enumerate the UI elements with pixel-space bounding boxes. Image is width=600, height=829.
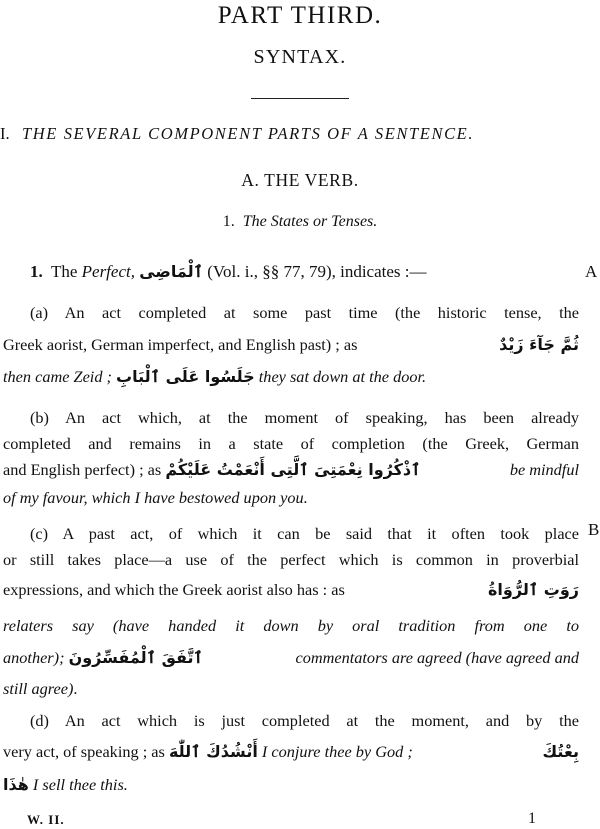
para-a-line-1: (a) An act completed at some past time (the historic tense, the xyxy=(30,303,579,322)
paragraph-text: The xyxy=(50,262,78,281)
section-roman-numeral: I. xyxy=(0,124,10,143)
signature-mark: W. II. xyxy=(27,812,65,827)
text: Greek aorist, German imperfect, and English past) ; as xyxy=(3,335,358,354)
arabic-example: ٱتَّفَقَ ٱلْمُفَسِّرُونَ xyxy=(68,648,203,667)
arabic-example: ٱذْكُرُوا نِعْمَتِىَ ٱلَّتِى أَنْعَمْتُ عَلَيْكُمْ xyxy=(165,460,421,479)
para-d-line-2 xyxy=(3,742,579,762)
arabic-example: جَلَسُوا عَلَى ٱلْبَابِ xyxy=(116,367,255,386)
para-c-line-1: (c) A past act, of which it can be said that it often took place xyxy=(30,524,579,543)
translation: be mindful xyxy=(509,460,579,479)
syntax-title: SYNTAX. xyxy=(253,46,347,68)
section-heading xyxy=(0,124,600,144)
para-c-line-2: or still takes place—a use of the perfect which is common in proverbial xyxy=(3,550,579,569)
arabic-example: هٰذَا xyxy=(3,775,29,794)
subsection-heading xyxy=(0,213,600,231)
translation: another); xyxy=(3,648,65,667)
para-a-line-3 xyxy=(3,367,579,387)
text: and English perfect) ; as xyxy=(3,460,162,479)
section-title: THE SEVERAL COMPONENT PARTS OF A SENTENCE. xyxy=(22,124,475,143)
translation: I conjure thee by God ; xyxy=(261,742,413,761)
para-c-line-6 xyxy=(3,679,579,699)
translation: they sat down at the door. xyxy=(258,367,427,386)
margin-letter-a: A xyxy=(585,262,598,281)
translation: commentators are agreed (have agreed and xyxy=(295,648,579,667)
arabic-term: ٱلْمَاضِى xyxy=(139,262,203,281)
translation: of my favour, which I have bestowed upon you. xyxy=(3,488,308,507)
margin-letter-b: B xyxy=(588,520,600,539)
arabic-example: ثُمَّ جَآءَ زَيْدٌ xyxy=(499,335,579,354)
translation: still agree) xyxy=(3,679,74,698)
para-c-line-4: relaters say (have handed it down by oral tradition from one to xyxy=(3,616,579,635)
volume-reference: (Vol. i., §§ 77, 79), indicates :— xyxy=(207,262,427,281)
paragraph-1 xyxy=(30,262,427,282)
arabic-example: رَوَتِ ٱلرُّوَاةُ xyxy=(487,580,579,599)
subsection-heading-text: The States or Tenses. xyxy=(242,213,378,230)
arabic-example: أَنْشُدُكَ ٱللّٰهَ xyxy=(168,742,258,761)
para-d-line-1: (d) An act which is just completed at the moment, and by the xyxy=(30,711,579,730)
para-b-line-1: (b) An act which, at the moment of speaking, has been already xyxy=(30,408,579,427)
title-divider xyxy=(251,98,349,99)
translation: I sell thee this. xyxy=(32,775,128,794)
text: very act, of speaking ; as xyxy=(3,742,165,761)
para-d-line-3 xyxy=(3,775,579,795)
para-c-line-3 xyxy=(3,580,579,600)
para-b-line-3 xyxy=(3,460,579,480)
page-number: 1 xyxy=(528,810,536,827)
term-perfect: Perfect, xyxy=(81,262,135,281)
subsection-number: 1. xyxy=(222,213,235,230)
para-a-line-2 xyxy=(3,335,579,355)
para-b-line-4 xyxy=(3,488,579,508)
paragraph-number: 1. xyxy=(30,262,43,281)
text: . xyxy=(73,679,78,698)
subsection-title: A. THE VERB. xyxy=(241,170,359,190)
part-title: PART THIRD. xyxy=(217,2,383,29)
text: expressions, and which the Greek aorist also has : as xyxy=(3,580,345,599)
arabic-example: بِعْتُكَ xyxy=(542,742,579,761)
para-b-line-2: completed and remains in a state of completion (the Greek, German xyxy=(3,434,579,453)
para-c-line-5 xyxy=(3,648,579,668)
translation: then came Zeid ; xyxy=(3,367,112,386)
